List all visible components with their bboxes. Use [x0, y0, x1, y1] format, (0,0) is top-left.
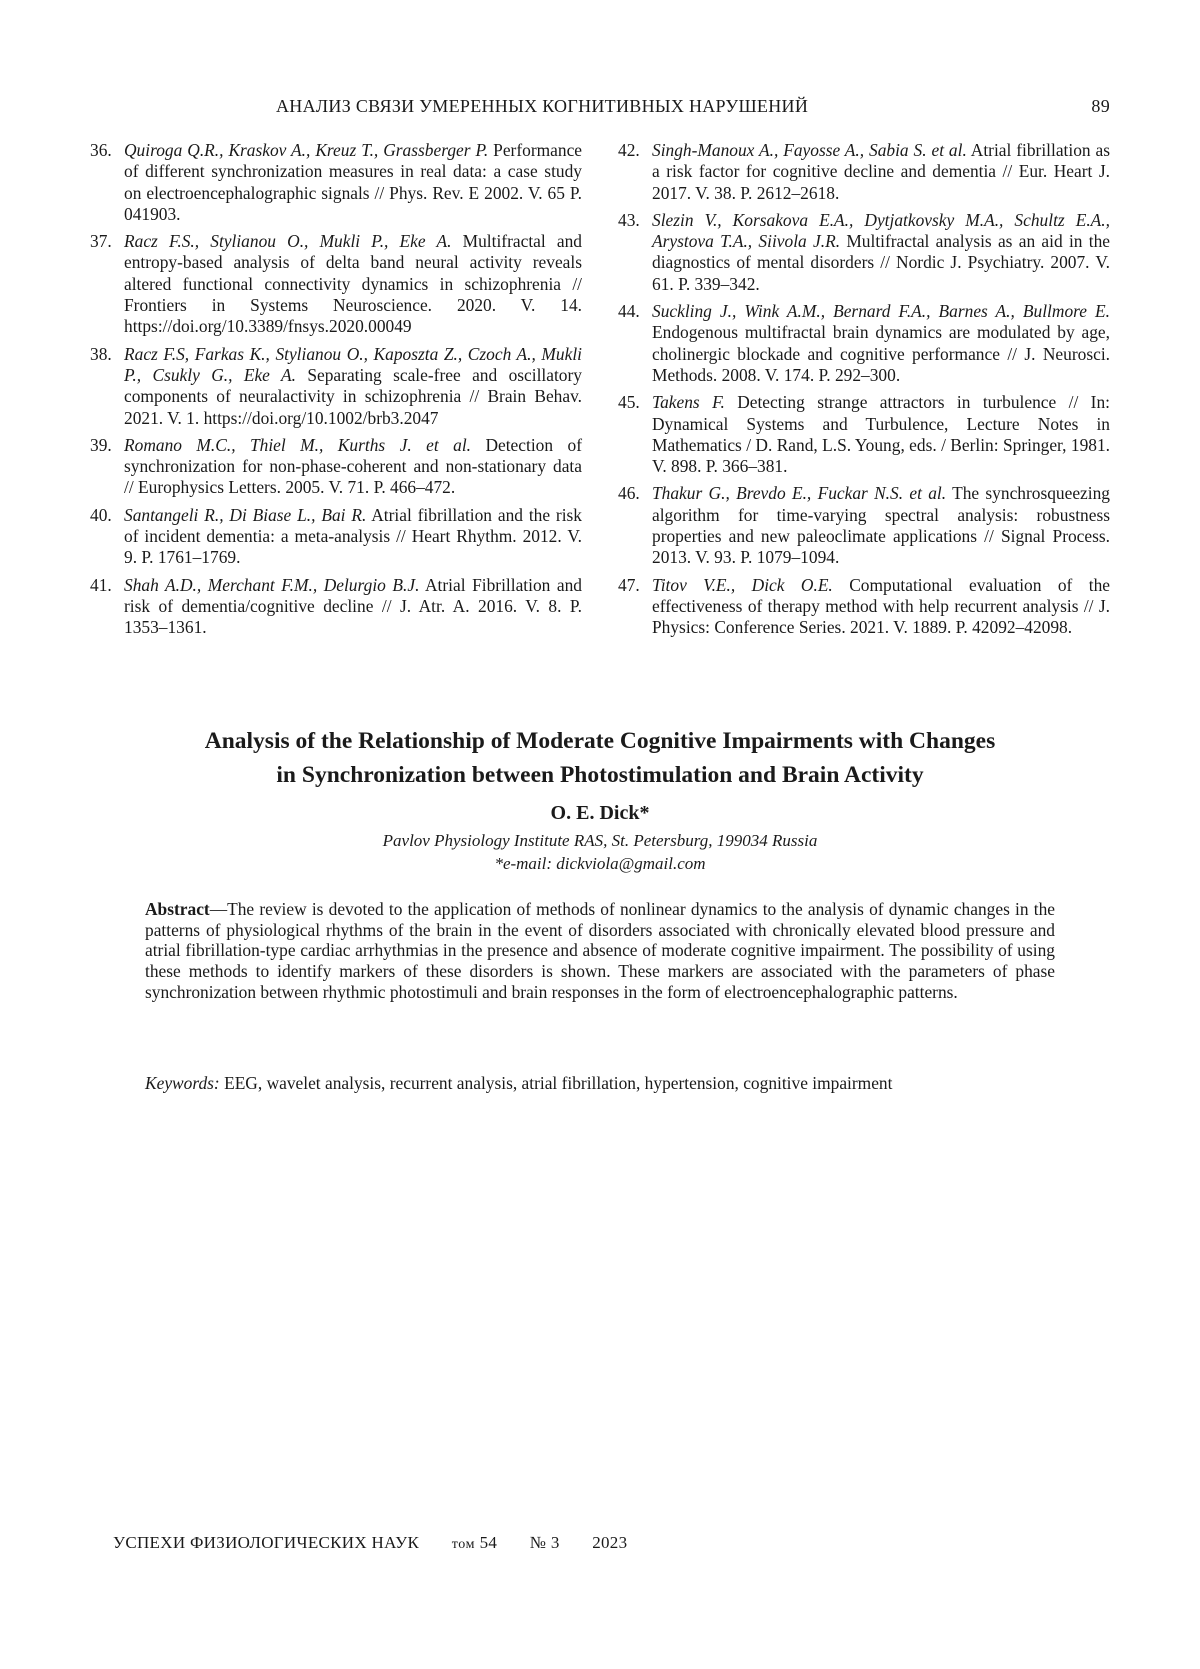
page-footer: [113, 1533, 627, 1557]
reference-text: Separating scale-free and oscillatory components of neuralactivity in schizophrenia // Brain Behav. 2021. V. 1. https://doi.org/10.1002/brb3.2047: [124, 365, 582, 428]
reference-authors: Titov V.E., Dick O.E.: [652, 575, 833, 595]
reference-item: [618, 483, 1110, 568]
article-author: O. E. Dick*: [90, 802, 1110, 825]
article-title: [90, 724, 1110, 792]
reference-item: [618, 392, 1110, 477]
reference-authors: Singh-Manoux A., Fayosse A., Sabia S. et al.: [652, 140, 967, 160]
reference-text: Detection of synchronization for non-phase-coherent and non-stationary data // Europhysics Letters. 2005. V. 71. P. 466–472.: [124, 435, 582, 498]
article-title-block: [90, 724, 1110, 875]
abstract-text: —The review is devoted to the application of methods of nonlinear dynamics to the analysis of dynamic changes in the patterns of physiological rhythms of the brain in the event of disorders associated with chronically elevated blood pressure and atrial fibrillation-type cardiac arrhythmias in the presence and absence of moderate cognitive impairment. The possibility of using these methods to identify markers of these disorders is shown. These markers are associated with the parameters of phase synchronization between rhythmic photostimuli and brain responses in the form of electroencephalographic patterns.: [145, 899, 1055, 1002]
reference-item: [618, 210, 1110, 295]
reference-item: [90, 505, 582, 569]
reference-number: 42.: [618, 140, 652, 204]
author-affiliation: Pavlov Physiology Institute RAS, St. Petersburg, 199034 Russia: [90, 829, 1110, 852]
reference-authors: Takens F.: [652, 392, 725, 412]
reference-item: [90, 575, 582, 639]
volume-label: том: [452, 1537, 475, 1553]
abstract-label: Abstract: [145, 899, 210, 919]
reference-item: [90, 344, 582, 429]
reference-authors: Santangeli R., Di Biase L., Bai R.: [124, 505, 366, 525]
reference-text: Atrial Fibrillation and risk of dementia/cognitive decline // J. Atr. A. 2016. V. 8. P. 1353–1361.: [124, 575, 582, 638]
reference-text: The synchrosqueezing algorithm for time-varying spectral analysis: robustness properties and new paleoclimate applications // Signal Process. 2013. V. 93. P. 1079–1094.: [652, 483, 1110, 567]
abstract: [145, 899, 1055, 1003]
article-title-line-1: Analysis of the Relationship of Moderate Cognitive Impairments with Changes: [205, 728, 996, 754]
reference-number: 37.: [90, 231, 124, 337]
reference-item: [618, 140, 1110, 204]
volume-number: 54: [480, 1533, 498, 1553]
reference-number: 38.: [90, 344, 124, 429]
reference-text: Atrial fibrillation and the risk of incident dementia: a meta-analysis // Heart Rhythm. 2012. V. 9. P. 1761–1769.: [124, 505, 582, 568]
reference-number: 40.: [90, 505, 124, 569]
journal-year: 2023: [592, 1533, 627, 1553]
page-number: 89: [1091, 96, 1110, 117]
reference-number: 46.: [618, 483, 652, 568]
reference-authors: Slezin V., Korsakova E.A., Dytjatkovsky M.A., Schultz E.A., Arystova T.A., Siivola J.R.: [652, 210, 1110, 251]
reference-number: 47.: [618, 575, 652, 639]
references-section: [90, 140, 1110, 685]
reference-text: Multifractal and entropy-based analysis of delta band neural activity reveals altered functional connectivity dynamics in schizophrenia // Frontiers in Systems Neuroscience. 2020. V. 14. https://doi.org/10.3389/fnsys.2020.00049: [124, 231, 582, 336]
reference-text: Multifractal analysis as an aid in the diagnostics of mental disorders // Nordic J. Psychiatry. 2007. V. 61. P. 339–342.: [652, 231, 1110, 294]
journal-name: УСПЕХИ ФИЗИОЛОГИЧЕСКИХ НАУК: [113, 1533, 419, 1553]
reference-authors: Racz F.S., Stylianou O., Mukli P., Eke A.: [124, 231, 451, 251]
references-right-column: [618, 140, 1110, 685]
reference-authors: Thakur G., Brevdo E., Fuckar N.S. et al.: [652, 483, 946, 503]
keywords: [145, 1073, 1065, 1094]
keywords-label: Keywords:: [145, 1073, 220, 1093]
reference-number: 39.: [90, 435, 124, 499]
journal-issue: № 3: [530, 1533, 560, 1553]
reference-number: 45.: [618, 392, 652, 477]
reference-authors: Romano M.C., Thiel M., Kurths J. et al.: [124, 435, 471, 455]
reference-number: 41.: [90, 575, 124, 639]
reference-item: [618, 575, 1110, 639]
reference-text: Endogenous multifractal brain dynamics are modulated by age, cholinergic blockade and cognitive performance // J. Neurosci. Methods. 2008. V. 174. P. 292–300.: [652, 322, 1110, 385]
author-email: *e-mail: dickviola@gmail.com: [90, 852, 1110, 875]
reference-authors: Quiroga Q.R., Kraskov A., Kreuz T., Grassberger P.: [124, 140, 488, 160]
references-left-column: [90, 140, 582, 685]
reference-authors: Racz F.S, Farkas K., Stylianou O., Kaposzta Z., Czoch A., Mukli P., Csukly G., Eke A.: [124, 344, 582, 385]
reference-authors: Shah A.D., Merchant F.M., Delurgio B.J.: [124, 575, 419, 595]
reference-item: [618, 301, 1110, 386]
reference-text: Computational evaluation of the effectiveness of therapy method with help recurrent analysis // J. Physics: Conference Series. 2021. V. 1889. P. 42092–42098.: [652, 575, 1110, 638]
reference-item: [90, 140, 582, 225]
article-title-line-2: in Synchronization between Photostimulation and Brain Activity: [276, 762, 923, 788]
journal-volume: [452, 1533, 498, 1553]
reference-item: [90, 231, 582, 337]
reference-item: [90, 435, 582, 499]
reference-text: Performance of different synchronization measures in real data: a case study on electroencephalographic signals // Phys. Rev. E 2002. V. 65 P. 041903.: [124, 140, 582, 224]
reference-text: Atrial fibrillation as a risk factor for cognitive decline and dementia // Eur. Heart J. 2017. V. 38. P. 2612–2618.: [652, 140, 1110, 203]
keywords-text: EEG, wavelet analysis, recurrent analysis, atrial fibrillation, hypertension, cognitive impairment: [220, 1073, 893, 1093]
reference-number: 43.: [618, 210, 652, 295]
reference-number: 44.: [618, 301, 652, 386]
reference-text: Detecting strange attractors in turbulence // In: Dynamical Systems and Turbulence, Lecture Notes in Mathematics / D. Rand, L.S. Young, eds. / Berlin: Springer, 1981. V. 898. P. 366–381.: [652, 392, 1110, 476]
running-title: АНАЛИЗ СВЯЗИ УМЕРЕННЫХ КОГНИТИВНЫХ НАРУШЕНИЙ: [276, 96, 808, 117]
running-header: [90, 96, 1110, 122]
reference-number: 36.: [90, 140, 124, 225]
reference-authors: Suckling J., Wink A.M., Bernard F.A., Barnes A., Bullmore E.: [652, 301, 1110, 321]
